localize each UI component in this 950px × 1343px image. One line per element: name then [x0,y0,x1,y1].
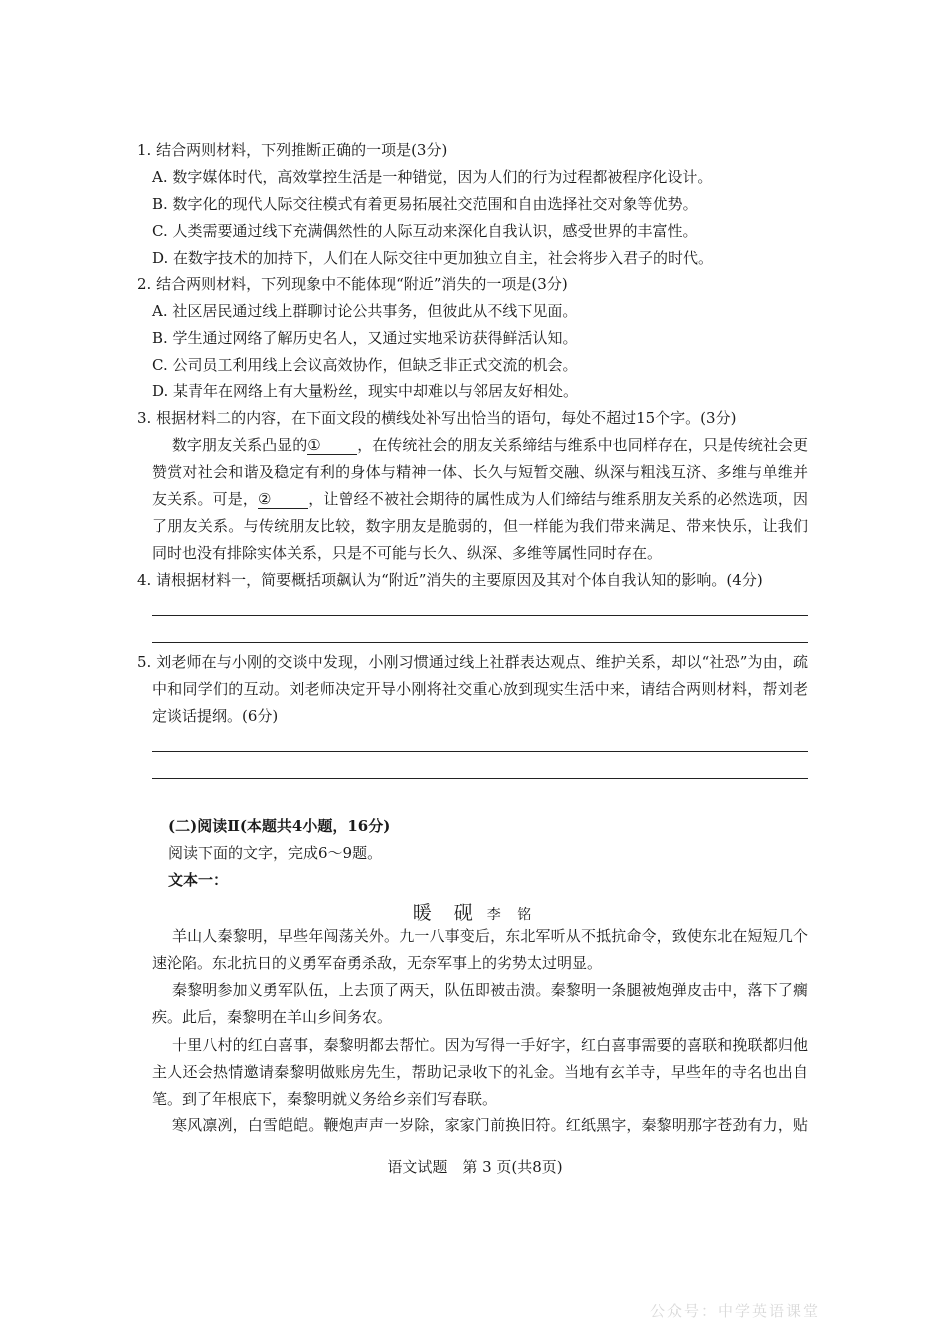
section-header: (二)阅读Ⅱ(本题共4小题，16分) [168,817,391,835]
passage-line: 寒风凛冽，白雪皑皑。鞭炮声声一岁除，家家门前换旧符。红纸黑字，秦黎明那字苍劲有力，贴 [172,1116,808,1134]
q2-option-b: B. 学生通过网络了解历史名人，又通过实地采访获得鲜活认知。 [152,329,578,347]
q2-option-a: A. 社区居民通过线上群聊讨论公共事务，但彼此从不线下见面。 [152,302,578,320]
answer-line [152,615,808,616]
q1-option-d: D. 在数字技术的加持下，人们在人际交往中更加独立自主，社会将步入君子的时代。 [152,249,714,267]
q1-option-b: B. 数字化的现代人际交往模式有着更易拓展社交范围和自由选择社交对象等优势。 [152,195,698,213]
question-3-stem: 3. 根据材料二的内容，在下面文段的横线处补写出恰当的语句，每处不超过15个字。(3分) [137,409,737,427]
q3-text: 友关系。可是， [152,490,259,508]
author: 李 铭 [486,907,538,923]
q3-paragraph-line: 赞赏对社会和谐及稳定有利的身体与精神一体、长久与短暂交融、纵深与粗浅互济、多维与单维并 [152,463,808,481]
title-text: 暖 砚 [412,902,481,924]
q2-option-c: C. 公司员工利用线上会议高效协作，但缺乏非正式交流的机会。 [152,356,578,374]
question-4-stem: 4. 请根据材料一，简要概括项飙认为“附近”消失的主要原因及其对个体自我认知的影响。(4分) [137,571,763,589]
section-instruction: 阅读下面的文字，完成6～9题。 [168,844,383,862]
fill-blank-2: ② [258,490,308,509]
q3-paragraph-line: 同时也没有排除实体关系，只是不可能与长久、纵深、多维等属性同时存在。 [152,544,663,562]
text-label: 文本一： [168,871,229,889]
q3-text: ，让曾经不被社会期待的属性成为人们缔结与维系朋友关系的必然选项，因 [308,490,808,508]
question-5-stem-line: 中和同学们的互动。刘老师决定开导小刚将社交重心放到现实生活中来，请结合两则材料，帮刘老 [152,680,808,698]
passage-line: 疾。此后，秦黎明在羊山乡间务农。 [152,1008,393,1026]
watermark: 公众号：中学英语课堂 [650,1302,821,1320]
passage-line: 主人还会热情邀请秦黎明做账房先生，帮助记录收下的礼金。当地有玄羊寺，早些年的寺名也出自 [152,1063,808,1081]
q2-option-d: D. 某青年在网络上有大量粉丝，现实中却难以与邻居友好相处。 [152,382,579,400]
answer-line [152,751,808,752]
passage-line: 羊山人秦黎明，早些年闯荡关外。九一八事变后，东北军听从不抵抗命令，致使东北在短短几个 [172,927,808,945]
passage-line: 速沦陷。东北抗日的义勇军奋勇杀敌，无奈军事上的劣势太过明显。 [152,954,603,972]
passage-line: 秦黎明参加义勇军队伍，上去顶了两天，队伍即被击溃。秦黎明一条腿被炮弹皮击中，落下了瘸 [172,981,808,999]
q1-option-c: C. 人类需要通过线下充满偶然性的人际互动来深化自我认识，感受世界的丰富性。 [152,222,698,240]
q1-option-a: A. 数字媒体时代，高效掌控生活是一种错觉，因为人们的行为过程都被程序化设计。 [152,168,713,186]
question-5-stem-line: 定谈话提纲。(6分) [152,707,279,725]
q3-paragraph-line [152,488,808,510]
q3-paragraph-line [172,434,808,456]
q3-text: 数字朋友关系凸显的 [172,436,308,454]
page-footer: 语文试题 第 3 页(共8页) [387,1158,563,1176]
question-1-stem: 1. 结合两则材料，下列推断正确的一项是(3分) [137,141,448,159]
fill-blank-1: ① [307,436,357,455]
answer-line [152,778,808,779]
question-5-stem: 5. 刘老师在与小刚的交谈中发现，小刚习惯通过线上社群表达观点、维护关系，却以“社恐”为由，疏 [137,653,808,671]
passage-line: 笔。到了年根底下，秦黎明就义务给乡亲们写春联。 [152,1090,498,1108]
q3-text: ，在传统社会的朋友关系缔结与维系中也同样存在，只是传统社会更 [357,436,808,454]
passage-title [0,898,950,925]
q3-paragraph-line [152,515,808,537]
question-2-stem: 2. 结合两则材料，下列现象中不能体现“附近”消失的一项是(3分) [137,275,568,293]
passage-line: 十里八村的红白喜事，秦黎明都去帮忙。因为写得一手好字，红白喜事需要的喜联和挽联都归他 [172,1036,808,1054]
q3-text: 了朋友关系。与传统朋友比较，数字朋友是脆弱的，但一样能为我们带来满足、带来快乐，让我们 [152,517,808,535]
answer-line [152,642,808,643]
